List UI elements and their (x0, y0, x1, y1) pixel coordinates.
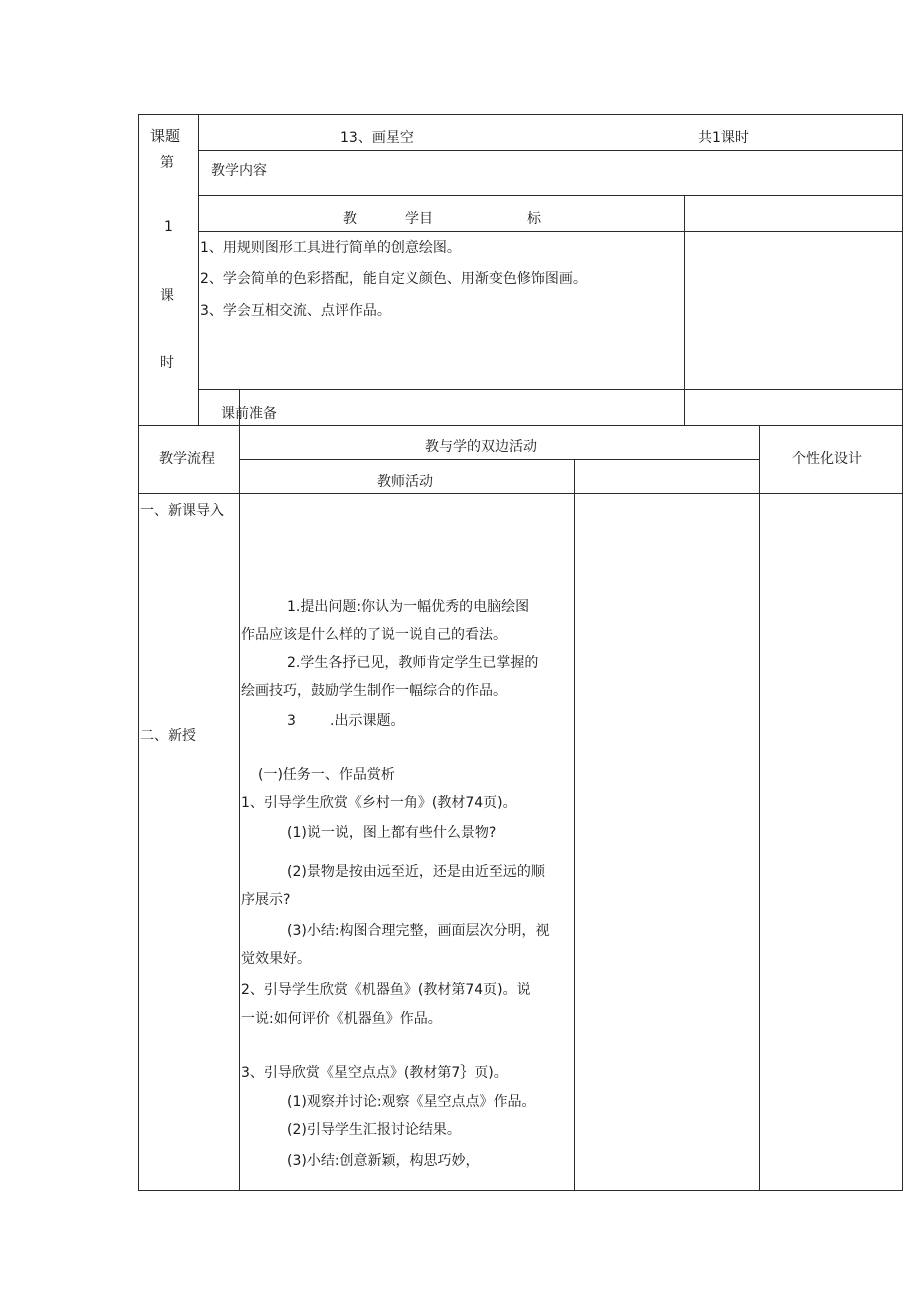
activity-label: 教与学的双边活动 (425, 439, 537, 455)
table-right-border (902, 114, 903, 1191)
process-label: 教学流程 (159, 451, 215, 467)
teaching-content-label: 教学内容 (211, 163, 267, 179)
col-divider-flow-body (239, 425, 240, 1190)
stage-intro: 一、新课导入 (140, 503, 224, 519)
teacher-line: (3)小结:构图合理完整，画面层次分明，视 (287, 923, 550, 939)
teacher-line: (一)任务一、作品赏析 (258, 767, 395, 783)
row-divider-objective-header (198, 231, 903, 232)
teacher-line: 2.学生各抒已见，教师肯定学生已掌握的 (287, 655, 539, 671)
teacher-line: 序展示? (241, 892, 291, 908)
objective-item: 3、学会互相交流、点评作品。 (200, 303, 391, 319)
teacher-line: (1)说一说，图上都有些什么景物? (287, 825, 497, 841)
teacher-line: 作品应该是什么样的了说一说自己的看法。 (241, 627, 507, 643)
teacher-line: 1.提出问题:你认为一幅优秀的电脑绘图 (287, 599, 530, 615)
table-top-border (138, 114, 903, 115)
teacher-line: (3)小结:创意新颖，构思巧妙， (287, 1153, 480, 1169)
period-char-1: 1 (164, 219, 173, 235)
teacher-line: 觉效果好。 (241, 951, 311, 967)
objective-item: 2、学会简单的色彩搭配，能自定义颜色、用渐变色修饰图画。 (200, 271, 587, 287)
teacher-line: 1、引导学生欣赏《乡村一角》(教材74页)。 (241, 795, 517, 811)
period-char-shi: 时 (160, 355, 174, 371)
teacher-line: .出示课题。 (330, 713, 405, 729)
teacher-line: 一说:如何评价《机器鱼》作品。 (241, 1011, 442, 1027)
row-divider-prep (198, 389, 903, 390)
objective-header-2: 学目 (405, 211, 433, 227)
prep-label: 课前准备 (221, 406, 277, 422)
row-divider-activity (239, 459, 759, 460)
row-divider-body (138, 493, 903, 494)
table-left-border (138, 114, 139, 1191)
teacher-line: (2)景物是按由远至近，还是由近至远的顺 (287, 864, 545, 880)
teacher-line: 3 (287, 713, 296, 729)
personal-design-label: 个性化设计 (792, 451, 862, 467)
row-divider-title (198, 150, 903, 151)
objective-item: 1、用规则图形工具进行简单的创意绘图。 (200, 240, 461, 256)
teacher-line: 绘画技巧，鼓励学生制作一幅综合的作品。 (241, 683, 507, 699)
objective-header-3: 标 (527, 211, 541, 227)
period-char-di: 第 (160, 155, 174, 171)
teacher-line: (1)观察并讨论:观察《星空点点》作品。 (287, 1094, 536, 1110)
col-divider-student (574, 459, 575, 1190)
teacher-line: 2、引导学生欣赏《机器鱼》(教材第74页)。说 (241, 982, 531, 998)
col-divider-notes (684, 195, 685, 425)
lesson-title: 13、画星空 (340, 130, 414, 146)
subject-label: 课题 (150, 127, 181, 145)
total-periods: 共1课时 (698, 130, 749, 146)
table-bottom-border (138, 1190, 903, 1191)
row-divider-content (198, 195, 903, 196)
teacher-line: 3、引导欣赏《星空点点》(教材第7｝页)。 (241, 1065, 508, 1081)
stage-new-lesson: 二、新授 (140, 728, 196, 744)
col-divider-side (198, 114, 199, 425)
objective-header-1: 教 (343, 211, 357, 227)
teacher-line: (2)引导学生汇报讨论结果。 (287, 1122, 461, 1138)
teacher-activity-label: 教师活动 (377, 474, 433, 490)
row-divider-flow-header (138, 425, 903, 426)
period-char-ke: 课 (160, 288, 174, 304)
col-divider-personal (759, 425, 760, 1190)
